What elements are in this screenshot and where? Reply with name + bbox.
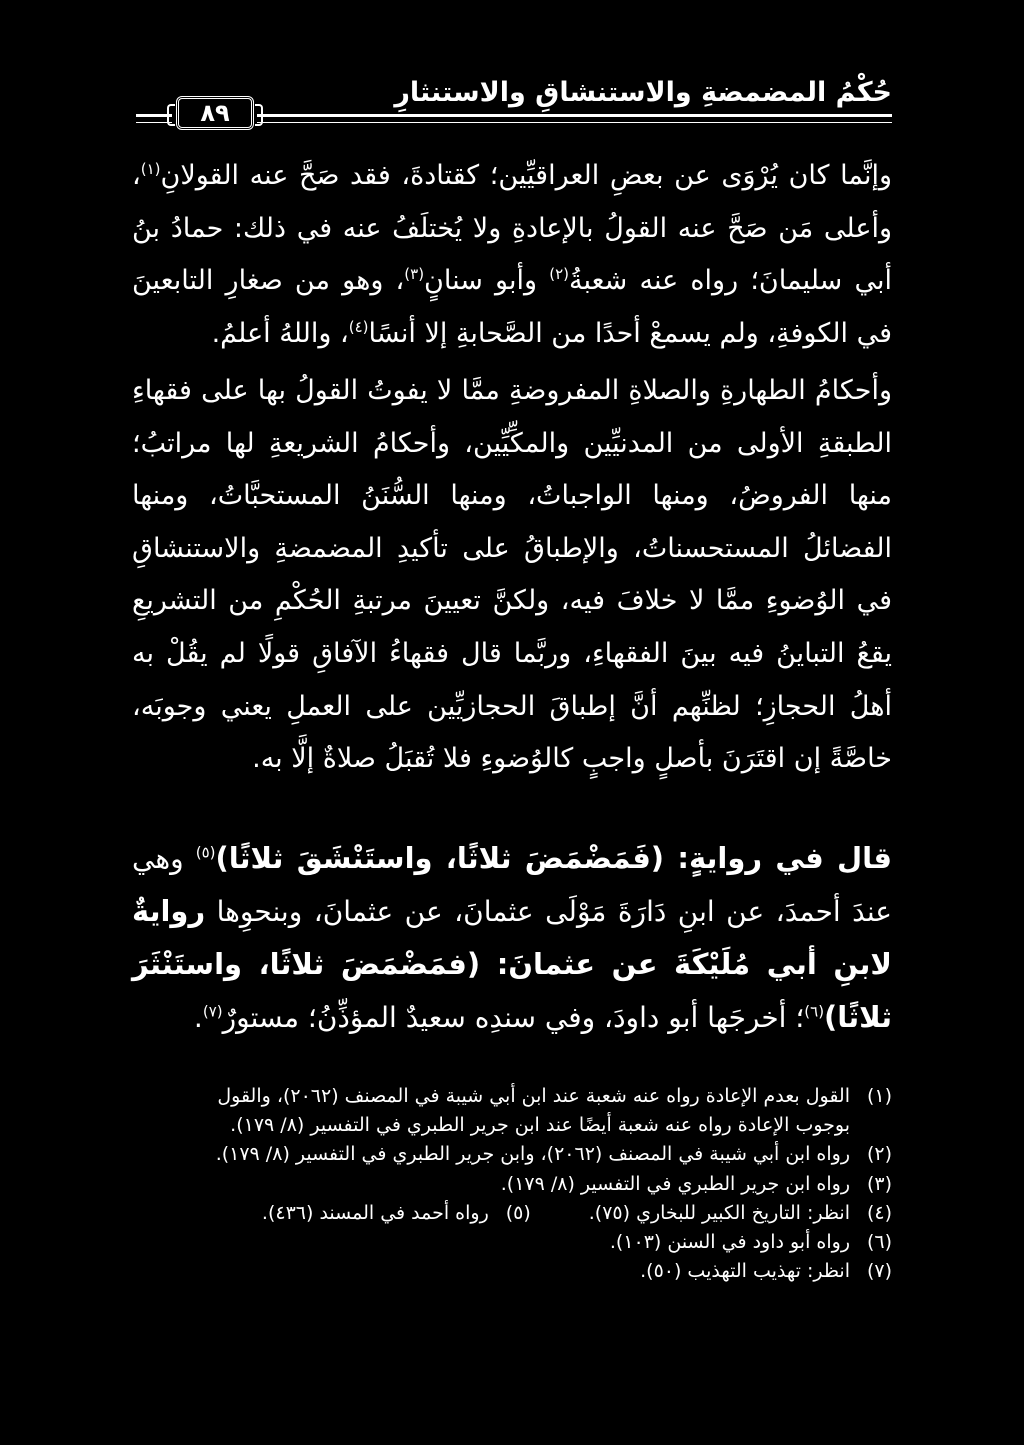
footnote-7 [132, 1257, 892, 1286]
footnote-4 [589, 1199, 892, 1228]
paragraph-2 [132, 365, 892, 786]
footnote-ref: (٤) [348, 317, 369, 336]
text-run: ، واللهُ أعلمُ. [211, 317, 349, 349]
footnote-text: رواه أحمد في المسند (٤٣٦). [261, 1201, 489, 1224]
footnote-text: بوجوب الإعادة رواه عنه شعبة أيضًا عند ابن جرير الطبري في التفسير (٨/ ١٧٩). [230, 1114, 850, 1137]
footnote-5 [262, 1199, 531, 1228]
footnote-text: رواه ابن أبي شيبة في المصنف (٢٠٦٢)، وابن جرير الطبري في التفسير (٨/ ١٧٩). [215, 1143, 850, 1166]
footnote-ref: (١) [140, 160, 161, 178]
quoted-hadith: (فَمَضْمَضَ ثلاثًا، واستَنْشَقَ ثلاثًا) [215, 841, 678, 875]
footnote-1 [132, 1082, 892, 1111]
running-title: حُكْمُ المضمضةِ والاستنشاقِ والاستنثارِ [394, 77, 892, 108]
text-run: ، وهو من صغارِ التابعينَ في الكوفةِ، ولم يسمعْ أحدًا من الصَّحابةِ إلا أنسًا [132, 265, 892, 349]
footnote-number: (١) [866, 1085, 892, 1107]
quoted-hadith: (فمَضْمَضَ ثلاثًا، واستَنْثَرَ ثلاثًا) [132, 947, 892, 1034]
bold-run: روايةٌ لابنِ أبي مُلَيْكَةَ عن عثمانَ: [132, 894, 893, 981]
footnote-separator [132, 1077, 892, 1078]
footnote-number: (٥) [505, 1201, 531, 1224]
page-number: ٨٩ [176, 96, 254, 130]
footnote-ref: (٦) [804, 1002, 825, 1021]
paragraph-1 [132, 150, 892, 360]
text-run: وهي عندَ أحمدَ، عن ابنِ دَارَةَ مَوْلَى عثمانَ، عن عثمانَ، وبنحوِها [132, 842, 892, 928]
footnote-1-continued [132, 1111, 892, 1140]
footnote-number: (٤) [866, 1201, 892, 1224]
text-run: . [193, 1001, 203, 1034]
footnote-text: انظر: تهذيب التهذيب (٥٠). [640, 1260, 850, 1283]
footnote-ref: (٣) [404, 265, 425, 284]
text-run: وأبو سنانٍ [424, 265, 550, 297]
page-header [136, 78, 892, 128]
footnotes [132, 1082, 892, 1286]
footnote-ref: (٢) [549, 265, 570, 284]
text-run: وأحكامُ الطهارةِ والصلاةِ المفروضةِ ممَّا لا يفوتُ القولُ بها على فقهاءِ الطبقةِ الأولى من المدنيِّين والمكِّيِّين، وأحكامُ الشريعةِ لها مراتبُ؛ منها الفروضُ، ومنها الواجباتُ، ومنها السُّنَنُ المستحبَّاتُ، ومنها الفضائلُ المستحسناتُ، والإطباقُ على تأكيدِ المضمضةِ والاستنشاقِ في الوُضوءِ ممَّا لا خلافَ فيه، ولكنَّ تعيينَ مرتبةِ الحُكْمِ من التشريعِ يقعُ التباينُ فيه بينَ الفقهاءِ، وربَّما قال فقهاءُ الآفاقِ قولًا لم يقُلْ به أهلُ الحجازِ؛ لظنِّهم أنَّ إطباقَ الحجازيِّين على العملِ يعني وجوبَه، خاصَّةً إن اقتَرَنَ بأصلٍ واجبٍ كالوُضوءِ فلا تُقبَلُ صلاةٌ إلَّا به. [132, 375, 892, 775]
text-run: ؛ أخرجَها أبو داودَ، وفي سندِه سعيدٌ المؤذِّنُ؛ مستورٌ [222, 1001, 805, 1034]
header-rule [257, 114, 892, 117]
footnote-text: انظر: التاريخ الكبير للبخاري (٧٥). [588, 1201, 850, 1224]
footnote-text: رواه أبو داود في السنن (١٠٣). [609, 1231, 850, 1254]
footnote-3 [132, 1170, 892, 1199]
text-run: ، وأعلى مَن صَحَّ عنه القولُ بالإعادةِ ولا يُختلَفُ عنه في ذلك: حمادُ بنُ أبي سليمانَ؛ رواه عنه شعبةُ [132, 160, 892, 297]
footnote-text: القول بعدم الإعادة رواه عنه شعبة عند ابن أبي شيبة في المصنف (٢٠٦٢)، والقول [217, 1085, 850, 1107]
paragraph-3 [132, 832, 892, 1044]
text-run: وإنَّما كان يُرْوَى عن بعضِ العراقيِّين؛ كقتادةَ، فقد صَحَّ عنه القولانِ [160, 160, 892, 191]
footnote-number: (٢) [866, 1143, 892, 1166]
footnote-6 [132, 1228, 892, 1257]
footnote-number: (٧) [866, 1260, 892, 1283]
bold-run: قال في روايةٍ: [677, 841, 893, 875]
footnote-text: رواه ابن جرير الطبري في التفسير (٨/ ١٧٩). [500, 1172, 850, 1195]
footnote-2 [132, 1140, 892, 1169]
footnote-ref: (٥) [195, 843, 216, 862]
header-rule-thin [257, 122, 892, 123]
footnote-row-4-5 [132, 1199, 892, 1228]
footnote-number: (٣) [866, 1172, 892, 1195]
footnote-number: (٦) [866, 1231, 892, 1254]
footnote-ref: (٧) [202, 1002, 223, 1021]
